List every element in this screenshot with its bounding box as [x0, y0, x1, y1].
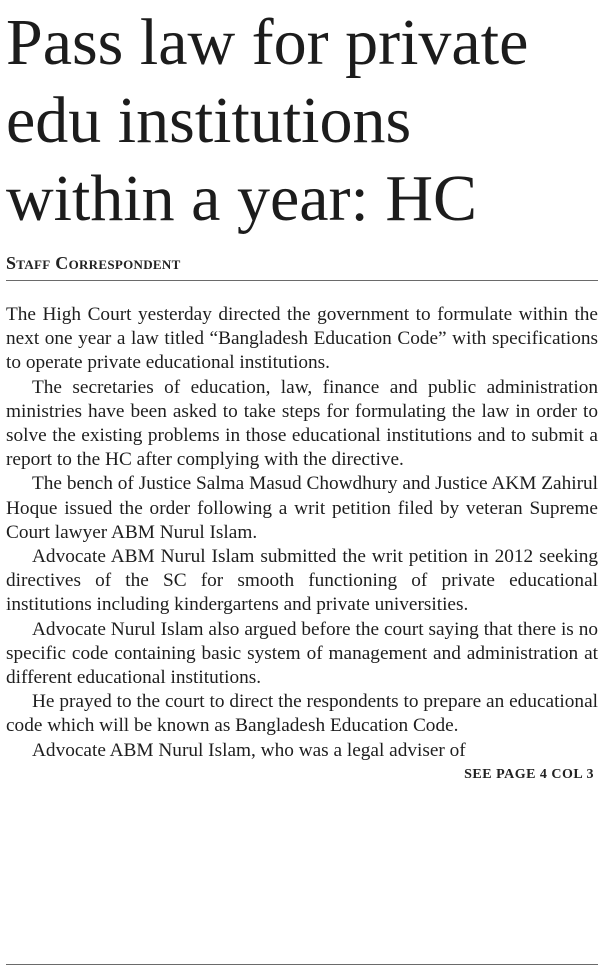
top-divider: [6, 280, 598, 281]
bottom-divider: [6, 964, 598, 965]
news-article: [6, 4, 598, 972]
paragraph: The bench of Justice Salma Masud Chowdhury and Justice AKM Zahirul Hoque issued the order following a writ petition filed by veteran Supreme Court lawyer ABM Nurul Islam.: [6, 473, 598, 543]
paragraph: Advocate ABM Nurul Islam, who was a legal adviser of: [32, 739, 466, 761]
paragraph: Advocate Nurul Islam also argued before the court saying that there is no specific code containing basic system of management and administration at different educational institutions.: [6, 618, 598, 689]
continued-on-jump-line: SEE PAGE 4 COL 3: [464, 766, 594, 782]
byline: Staff Correspondent: [6, 253, 181, 273]
headline-line: Pass law for private: [6, 6, 529, 79]
paragraph: The secretaries of education, law, finance and public administration ministries have been asked to take steps for formulating the law in order to solve the existing problems in those educational institutions and to submit a report to the HC after complying with the directive.: [6, 376, 598, 471]
paragraph: The High Court yesterday directed the government to formulate within the next one year a law titled “Bangladesh Education Code” with specifications to operate private educational institutions.: [6, 304, 598, 374]
article-body: [6, 303, 598, 763]
paragraph: Advocate ABM Nurul Islam submitted the writ petition in 2012 seeking directives of the SC for smooth functioning of private educational institutions including kindergartens and private universities.: [6, 546, 598, 616]
headline-line: within a year: HC: [6, 162, 478, 235]
headline-line: edu institutions: [6, 84, 412, 157]
headline: [6, 4, 598, 238]
paragraph: He prayed to the court to direct the respondents to prepare an educational code which will be known as Bangladesh Education Code.: [6, 691, 598, 737]
